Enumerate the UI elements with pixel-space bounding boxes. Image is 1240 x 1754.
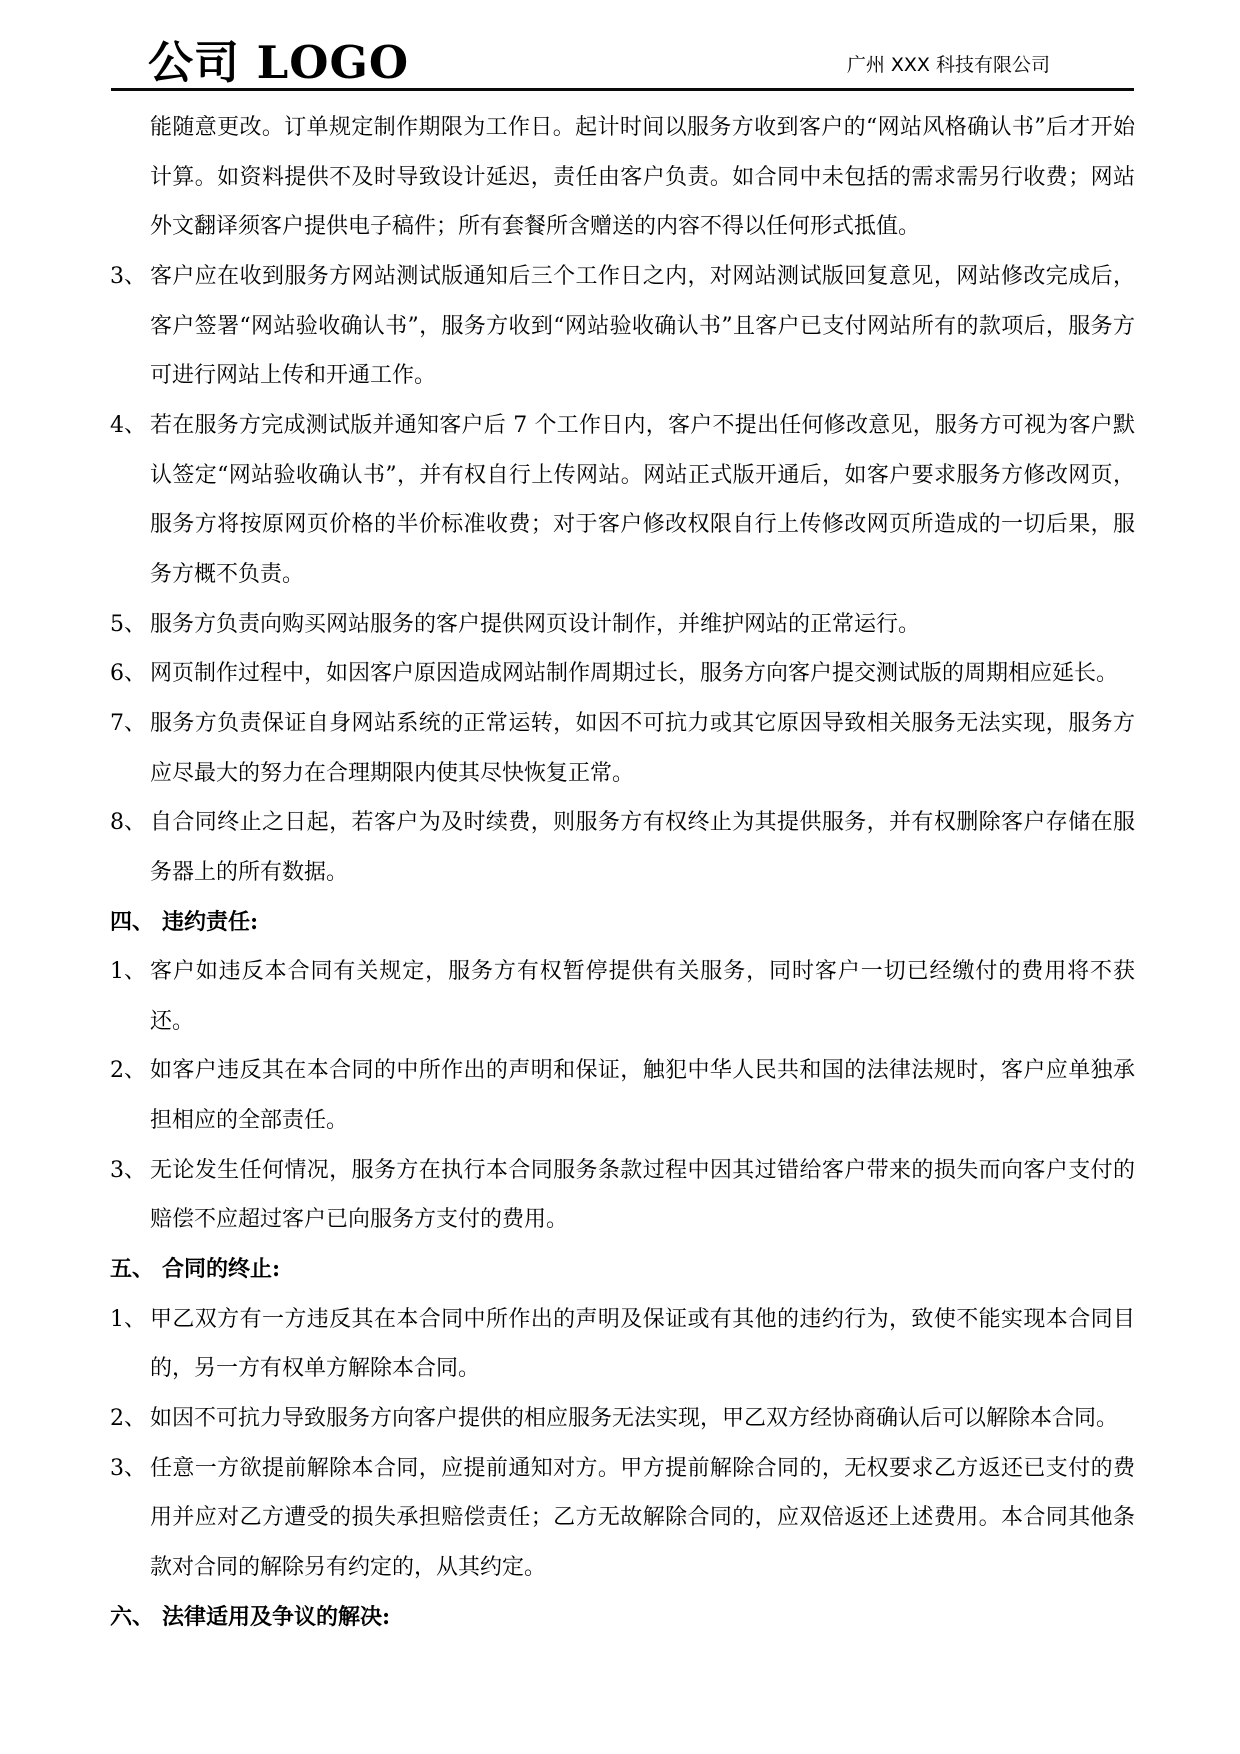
clause-number: 3、 [110,1455,146,1481]
clause-number: 7、 [110,710,146,736]
contract-clause [110,1295,1135,1394]
section-title: 法律适用及争议的解决: [162,1603,391,1630]
contract-clause [110,699,1135,798]
clause-number: 3、 [110,1157,146,1183]
clause-number: 5、 [110,611,146,637]
contract-clause [110,1146,1135,1245]
contract-clause [110,401,1135,600]
clause-text: 客户应在收到服务方网站测试版通知后三个工作日之内，对网站测试版回复意见，网站修改完成后，客户签署“网站验收确认书”，服务方收到“网站验收确认书”且客户已支付网站所有的款项后，服务方可进行网站上传和开通工作。 [150,263,1135,389]
clause-text: 服务方负责向购买网站服务的客户提供网页设计制作，并维护网站的正常运行。 [150,611,921,637]
page-header [111,0,1134,91]
clause-text: 网页制作过程中，如因客户原因造成网站制作周期过长，服务方向客户提交测试版的周期相应延长。 [150,661,1119,687]
contract-clause [110,1046,1135,1145]
section-number: 五、 [110,1256,155,1283]
section-number: 六、 [110,1603,155,1630]
clause-number: 1、 [110,1306,146,1332]
clause-text: 服务方负责保证自身网站系统的正常运转，如因不可抗力或其它原因导致相关服务无法实现，服务方应尽最大的努力在合理期限内使其尽快恢复正常。 [150,710,1135,786]
section-title: 合同的终止: [162,1256,281,1283]
clause-number: 2、 [110,1058,146,1084]
section-heading [110,1593,1135,1643]
contract-clause [110,649,1135,699]
clause-number: 2、 [110,1406,146,1432]
contract-clause [110,600,1135,650]
company-name: 广州 XXX 科技有限公司 [846,54,1050,76]
contract-clause [110,252,1135,401]
clause-text: 无论发生任何情况，服务方在执行本合同服务条款过程中因其过错给客户带来的损失而向客户支付的赔偿不应超过客户已向服务方支付的费用。 [150,1157,1135,1233]
section-heading [110,898,1135,948]
contract-clause [110,947,1135,1046]
clause-number: 8、 [110,810,146,836]
clause-number: 3、 [110,263,146,289]
clause-text: 如因不可抗力导致服务方向客户提供的相应服务无法实现，甲乙双方经协商确认后可以解除本合同。 [150,1406,1119,1432]
clause-text: 如客户违反其在本合同的中所作出的声明和保证，触犯中华人民共和国的法律法规时，客户应单独承担相应的全部责任。 [150,1058,1135,1134]
contract-clause [110,798,1135,897]
contract-body [110,103,1135,1642]
section-number: 四、 [110,908,155,935]
company-logo: 公司 LOGO [148,36,410,89]
clause-text: 甲乙双方有一方违反其在本合同中所作出的声明及保证或有其他的违约行为，致使不能实现本合同目的，另一方有权单方解除本合同。 [150,1306,1135,1382]
header-divider [111,88,1134,91]
section-title: 违约责任: [162,908,259,935]
clause-number: 4、 [110,412,146,438]
contract-clause [110,1394,1135,1444]
clause-number: 1、 [110,959,146,985]
clause-text: 客户如违反本合同有关规定，服务方有权暂停提供有关服务，同时客户一切已经缴付的费用将不获还。 [150,959,1135,1034]
clause-text: 自合同终止之日起，若客户为及时续费，则服务方有权终止为其提供服务，并有权删除客户存储在服务器上的所有数据。 [150,810,1135,885]
clause-text: 能随意更改。订单规定制作期限为工作日。起计时间以服务方收到客户的“网站风格确认书”后才开始计算。如资料提供不及时导致设计延迟，责任由客户负责。如合同中未包括的需求需另行收费；网站外文翻译须客户提供电子稿件；所有套餐所含赠送的内容不得以任何形式抵值。 [150,115,1135,240]
contract-clause [110,1444,1135,1593]
section-heading [110,1245,1135,1295]
clause-text: 若在服务方完成测试版并通知客户后 7 个工作日内，客户不提出任何修改意见，服务方可视为客户默认签定“网站验收确认书”，并有权自行上传网站。网站正式版开通后，如客户要求服务方修改网页，服务方将按原网页价格的半价标准收费；对于客户修改权限自行上传修改网页所造成的一切后果，服务方概不负责。 [150,412,1135,587]
paragraph-continuation [110,103,1135,252]
clause-number: 6、 [110,661,146,687]
clause-text: 任意一方欲提前解除本合同，应提前通知对方。甲方提前解除合同的，无权要求乙方返还已支付的费用并应对乙方遭受的损失承担赔偿责任；乙方无故解除合同的，应双倍返还上述费用。本合同其他条款对合同的解除另有约定的，从其约定。 [150,1455,1135,1581]
